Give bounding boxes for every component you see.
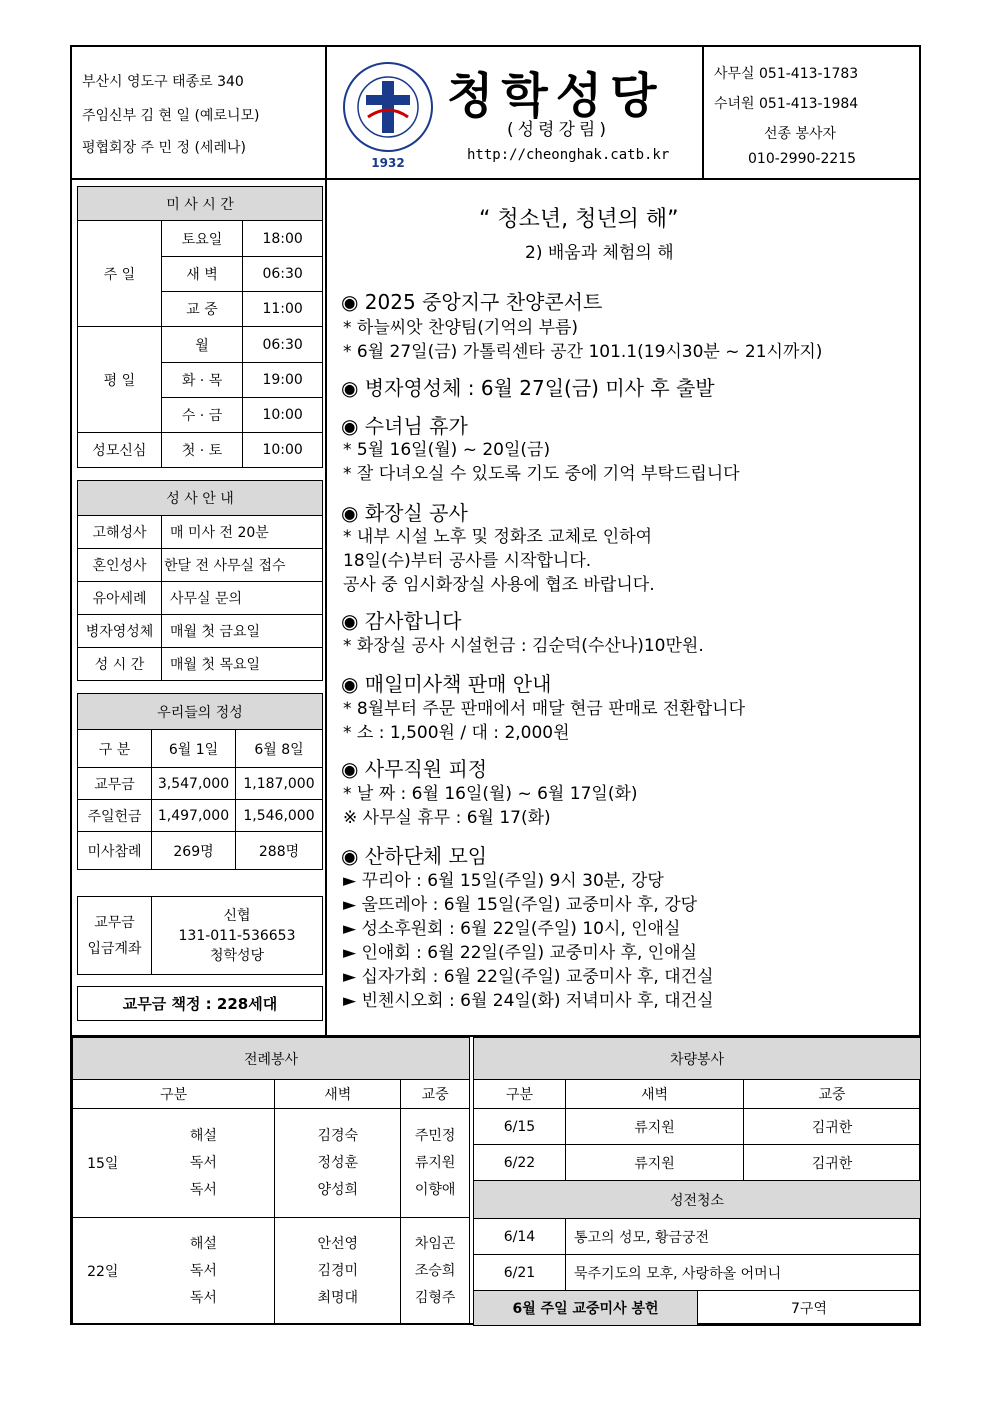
announcement-line: ► 십자가회 : 6월 22일(주일) 교중미사 후, 대건실 <box>343 967 714 987</box>
mass-day: 화 · 목 <box>161 363 243 398</box>
mass-time: 19:00 <box>243 363 323 398</box>
offering-value: 1,546,000 <box>236 800 323 832</box>
announcement-line: ► 성소후원회 : 6월 22일(주일) 10시, 인애실 <box>343 919 681 939</box>
person: 김경숙 <box>317 1127 359 1144</box>
cleaning-groups: 묵주기도의 모후, 사랑하올 어머니 <box>566 1255 921 1291</box>
mass-day: 새 벽 <box>161 257 243 292</box>
liturgy-header: 새벽 <box>275 1080 401 1109</box>
church-name: 청학성당 <box>447 68 665 124</box>
vehicle-header: 구분 <box>474 1080 566 1109</box>
role: 독서 <box>189 1181 217 1198</box>
mass-day: 수 · 금 <box>161 398 243 433</box>
offering-label: 미사참례 <box>78 832 152 870</box>
announcement-heading: ◉ 매일미사책 판매 안내 <box>341 672 552 696</box>
announcement-line: ► 인애회 : 6월 22일(주일) 교중미사 후, 인애실 <box>343 943 698 963</box>
offerings-header: 6월 1일 <box>152 730 236 768</box>
contact-block <box>704 47 921 180</box>
offering-duty-table <box>473 1290 921 1326</box>
account-holder: 청학성당 <box>209 947 265 964</box>
liturgy-date: 15일 <box>73 1109 133 1218</box>
offering-value: 3,547,000 <box>152 768 236 800</box>
announcement-heading: ◉ 산하단체 모임 <box>341 844 488 868</box>
announcement-line: ► 꾸리아 : 6월 15일(주일) 9시 30분, 강당 <box>343 871 664 891</box>
announcement-line: * 날 짜 : 6월 16일(월) ~ 6월 17일(화) <box>343 784 638 804</box>
sacrament-name: 혼인성사 <box>78 549 162 582</box>
theme-subtitle: 2) 배움과 체험의 해 <box>525 243 674 263</box>
person: 양성희 <box>317 1181 359 1198</box>
vehicle-table <box>473 1037 921 1181</box>
vehicle-date: 6/15 <box>474 1109 566 1145</box>
mass-day: 첫 · 토 <box>161 433 243 468</box>
account-table <box>77 896 323 975</box>
announcement-line: * 8월부터 주문 판매에서 매달 현금 판매로 전환합니다 <box>343 699 746 719</box>
announcement-line: * 하늘씨앗 찬양팀(기억의 부름) <box>343 318 579 338</box>
tithe-count: 교무금 책정 : 228세대 <box>78 987 323 1021</box>
mass-time: 11:00 <box>243 292 323 327</box>
announcement-line: * 내부 시설 노후 및 정화조 교체로 인하여 <box>343 527 653 547</box>
offering-label: 교무금 <box>78 768 152 800</box>
announcement-line: ► 빈첸시오회 : 6월 24일(화) 저녁미사 후, 대건실 <box>343 991 714 1011</box>
sacraments-title: 성 사 안 내 <box>78 481 323 516</box>
person: 차임곤 <box>414 1235 456 1252</box>
offering-duty-value: 7구역 <box>698 1291 921 1326</box>
sacrament-info: 매 미사 전 20분 <box>162 516 323 549</box>
role: 해설 <box>189 1235 217 1252</box>
mass-day: 교 중 <box>161 292 243 327</box>
mass-day: 토요일 <box>161 221 243 257</box>
liturgy-title: 전례봉사 <box>73 1038 470 1080</box>
person: 주민정 <box>414 1127 456 1144</box>
bulletin-page <box>70 45 921 1325</box>
sacrament-info: 매월 첫 금요일 <box>162 615 323 648</box>
vehicle-header: 교중 <box>744 1080 921 1109</box>
announcement-heading: ◉ 감사합니다 <box>341 609 462 633</box>
sacraments-table <box>77 480 323 681</box>
offerings-header: 구 분 <box>78 730 152 768</box>
header-info <box>72 47 327 180</box>
convent-phone: 수녀원 051-413-1984 <box>714 96 859 112</box>
volunteer-label: 선종 봉사자 <box>764 126 837 142</box>
announcement-heading: ◉ 병자영성체 : 6월 27일(금) 미사 후 출발 <box>341 376 715 400</box>
mass-time: 10:00 <box>243 398 323 433</box>
liturgical-season: (성령강림) <box>507 120 610 140</box>
announcement-heading: ◉ 사무직원 피정 <box>341 757 488 781</box>
account-bank: 신협 <box>223 907 251 924</box>
person: 류지원 <box>414 1154 456 1171</box>
person: 김경미 <box>317 1262 359 1279</box>
church-logo <box>333 55 443 173</box>
vehicle-date: 6/22 <box>474 1145 566 1181</box>
announcements <box>327 180 921 1035</box>
role: 해설 <box>189 1127 217 1144</box>
offering-value: 288명 <box>236 832 323 870</box>
announcement-heading: ◉ 수녀님 휴가 <box>341 414 468 438</box>
cleaning-groups: 통고의 성모, 황금궁전 <box>566 1219 921 1255</box>
cleaning-table <box>473 1180 921 1291</box>
tithe-box <box>77 986 323 1021</box>
offerings-header: 6월 8일 <box>236 730 323 768</box>
announcement-line: 18일(수)부터 공사를 시작합니다. <box>343 551 592 571</box>
announcement-line: * 소 : 1,500원 / 대 : 2,000원 <box>343 723 570 743</box>
role: 독서 <box>189 1289 217 1306</box>
liturgy-header: 구분 <box>73 1080 275 1109</box>
person: 이향애 <box>414 1181 456 1198</box>
announcement-line: * 화장실 공사 시설헌금 : 김순덕(수산나)10만원. <box>343 636 704 656</box>
announcement-line: * 잘 다녀오실 수 있도록 기도 중에 기억 부탁드립니다 <box>343 464 740 484</box>
cleaning-date: 6/21 <box>474 1255 566 1291</box>
liturgy-date: 22일 <box>73 1218 133 1325</box>
offering-value: 1,497,000 <box>152 800 236 832</box>
mass-time: 10:00 <box>243 433 323 468</box>
pastor: 주임신부 김 현 일 (예로니모) <box>82 108 260 124</box>
cleaning-date: 6/14 <box>474 1219 566 1255</box>
sacrament-info: 한달 전 사무실 접수 <box>162 549 323 582</box>
liturgy-table <box>72 1037 470 1325</box>
church-url[interactable]: http://cheonghak.catb.kr <box>467 147 670 163</box>
person: 김귀한 <box>744 1145 921 1181</box>
announcement-heading: ◉ 화장실 공사 <box>341 501 468 525</box>
council-president: 평협회장 주 민 정 (세레나) <box>82 140 246 156</box>
vehicle-title: 차량봉사 <box>474 1038 921 1080</box>
announcement-line: 공사 중 임시화장실 사용에 협조 바랍니다. <box>343 575 655 595</box>
left-sidebar <box>72 180 327 1035</box>
announcement-line: * 5월 16일(월) ~ 20일(금) <box>343 440 551 460</box>
logo-year: 1932 <box>371 156 405 170</box>
office-phone: 사무실 051-413-1783 <box>714 66 859 82</box>
mass-times-title: 미 사 시 간 <box>78 187 323 221</box>
account-label: 교무금 입금계좌 <box>78 897 152 975</box>
mass-time: 18:00 <box>243 221 323 257</box>
theme-title: “ 청소년, 청년의 해” <box>479 207 679 232</box>
offerings-title: 우리들의 정성 <box>78 694 323 730</box>
cleaning-title: 성전청소 <box>474 1181 921 1219</box>
offering-label: 주일헌금 <box>78 800 152 832</box>
account-number: 131-011-536653 <box>178 927 296 944</box>
person: 류지원 <box>566 1145 744 1181</box>
role: 독서 <box>189 1154 217 1171</box>
person: 김형주 <box>414 1289 456 1306</box>
offering-duty-label: 6월 주일 교중미사 봉헌 <box>474 1291 698 1326</box>
role: 독서 <box>189 1262 217 1279</box>
sacrament-name: 병자영성체 <box>78 615 162 648</box>
vehicle-header: 새벽 <box>566 1080 744 1109</box>
service-schedule <box>72 1035 921 1325</box>
offering-value: 1,187,000 <box>236 768 323 800</box>
announcement-line: * 6월 27일(금) 가톨릭센타 공간 101.1(19시30분 ~ 21시까지) <box>343 342 823 362</box>
mass-times-table <box>77 186 323 468</box>
sunday-label: 주 일 <box>78 221 162 327</box>
announcement-line: ※ 사무실 휴무 : 6월 17(화) <box>343 808 551 828</box>
person: 류지원 <box>566 1109 744 1145</box>
sacrament-name: 유아세례 <box>78 582 162 615</box>
announcement-line: ► 울뜨레아 : 6월 15일(주일) 교중미사 후, 강당 <box>343 895 698 915</box>
mass-time: 06:30 <box>243 257 323 292</box>
sacrament-info: 매월 첫 목요일 <box>162 648 323 681</box>
offering-value: 269명 <box>152 832 236 870</box>
address: 부산시 영도구 태종로 340 <box>82 74 244 90</box>
person: 김귀한 <box>744 1109 921 1145</box>
mass-day: 월 <box>161 327 243 363</box>
person: 안선영 <box>317 1235 359 1252</box>
liturgy-header: 교중 <box>401 1080 470 1109</box>
sacrament-name: 성 시 간 <box>78 648 162 681</box>
announcement-heading: ◉ 2025 중앙지구 찬양콘서트 <box>341 290 603 314</box>
weekday-label: 평 일 <box>78 327 162 433</box>
sacrament-info: 사무실 문의 <box>162 582 323 615</box>
person: 정성훈 <box>317 1154 359 1171</box>
offerings-table <box>77 693 323 870</box>
person: 최명대 <box>317 1289 359 1306</box>
header-title-block <box>327 47 704 180</box>
marian-label: 성모신심 <box>78 433 162 468</box>
mass-time: 06:30 <box>243 327 323 363</box>
sacrament-name: 고해성사 <box>78 516 162 549</box>
volunteer-phone: 010-2990-2215 <box>748 151 857 167</box>
person: 조승희 <box>414 1262 456 1279</box>
